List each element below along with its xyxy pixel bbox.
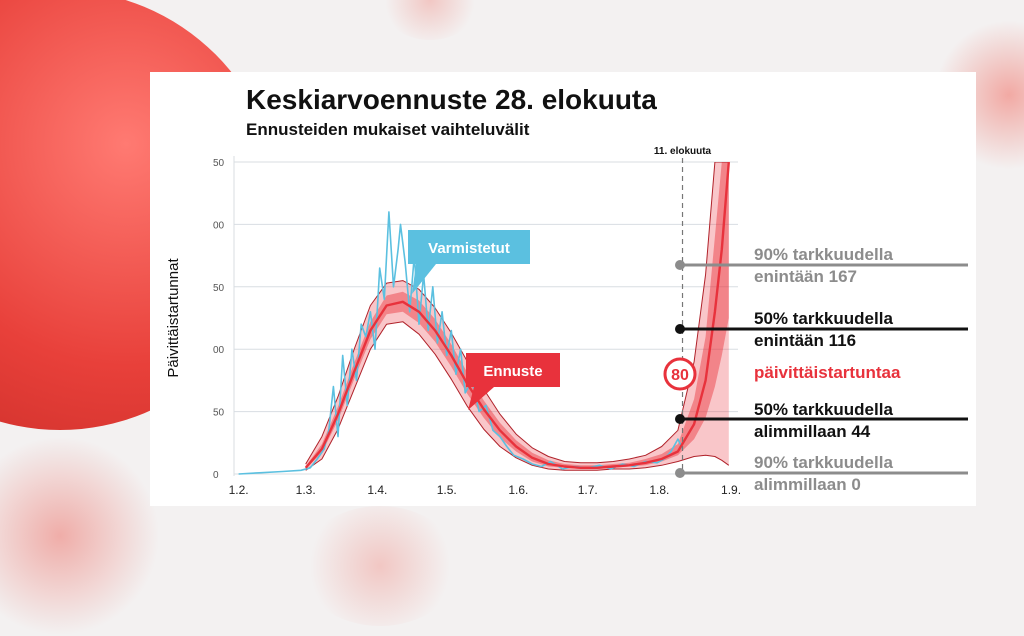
annotation-daily-cases: [754, 362, 900, 384]
x-tick-label: 1.2.: [228, 483, 249, 497]
y-tick-label: 50: [213, 282, 225, 294]
y-tick-label: 00: [213, 345, 225, 357]
chart-subtitle: Ennusteiden mukaiset vaihteluvälit: [246, 120, 530, 139]
annotation-dot: [675, 414, 685, 424]
annotation-90-upper-value: 167: [828, 267, 857, 286]
legend-ennuste-label: Ennuste: [483, 363, 543, 380]
virus-illustration-blur: [0, 436, 160, 636]
annotation-50-upper-line1: 50% tarkkuudella: [754, 309, 893, 328]
annotation-50-upper: [754, 308, 893, 352]
y-tick-label: 50: [213, 158, 225, 169]
x-tick-label: 1.9.: [721, 483, 742, 497]
annotation-90-upper-prefix: enintään: [754, 267, 829, 286]
annotation-90-lower-value: 0: [851, 475, 861, 494]
legend-varmistetut-label: Varmistetut: [428, 240, 510, 257]
annotation-50-lower-line1: 50% tarkkuudella: [754, 400, 893, 419]
annotation-50-lower-value: 44: [851, 422, 871, 441]
forecast-value-label: 80: [671, 367, 689, 384]
x-tick-label: 1.4.: [367, 483, 388, 497]
chart-card: [150, 72, 976, 506]
virus-illustration-blur: [380, 0, 480, 40]
date-marker-label: 11. elokuuta: [653, 146, 712, 157]
y-tick-label: 0: [213, 470, 219, 481]
annotation-daily-cases-label: päivittäistartuntaa: [754, 363, 901, 382]
y-tick-label: 00: [213, 220, 225, 232]
annotation-dot: [675, 468, 685, 478]
x-tick-label: 1.3.: [295, 483, 316, 497]
x-tick-label: 1.5.: [436, 483, 457, 497]
annotation-50-upper-value: 116: [828, 331, 857, 350]
annotation-90-lower-prefix: alimmillaan: [754, 475, 852, 494]
x-tick-label: 1.6.: [508, 483, 529, 497]
y-tick-label: 50: [213, 407, 225, 419]
chart-title: Keskiarvoennuste 28. elokuuta: [246, 84, 657, 115]
x-tick-label: 1.8.: [649, 483, 670, 497]
annotation-dot: [675, 324, 685, 334]
annotation-50-lower: [754, 399, 893, 443]
virus-illustration-blur: [300, 506, 460, 626]
annotation-50-lower-prefix: alimmillaan: [754, 422, 852, 441]
annotation-50-upper-prefix: enintään: [754, 331, 829, 350]
y-axis-label: Päivittäistartunnat: [165, 258, 182, 378]
annotation-90-upper: [754, 244, 893, 288]
annotation-90-lower: [754, 452, 893, 496]
annotation-dot: [675, 260, 685, 270]
x-tick-label: 1.7.: [577, 483, 598, 497]
annotation-90-lower-line1: 90% tarkkuudella: [754, 453, 893, 472]
annotation-90-upper-line1: 90% tarkkuudella: [754, 245, 893, 264]
